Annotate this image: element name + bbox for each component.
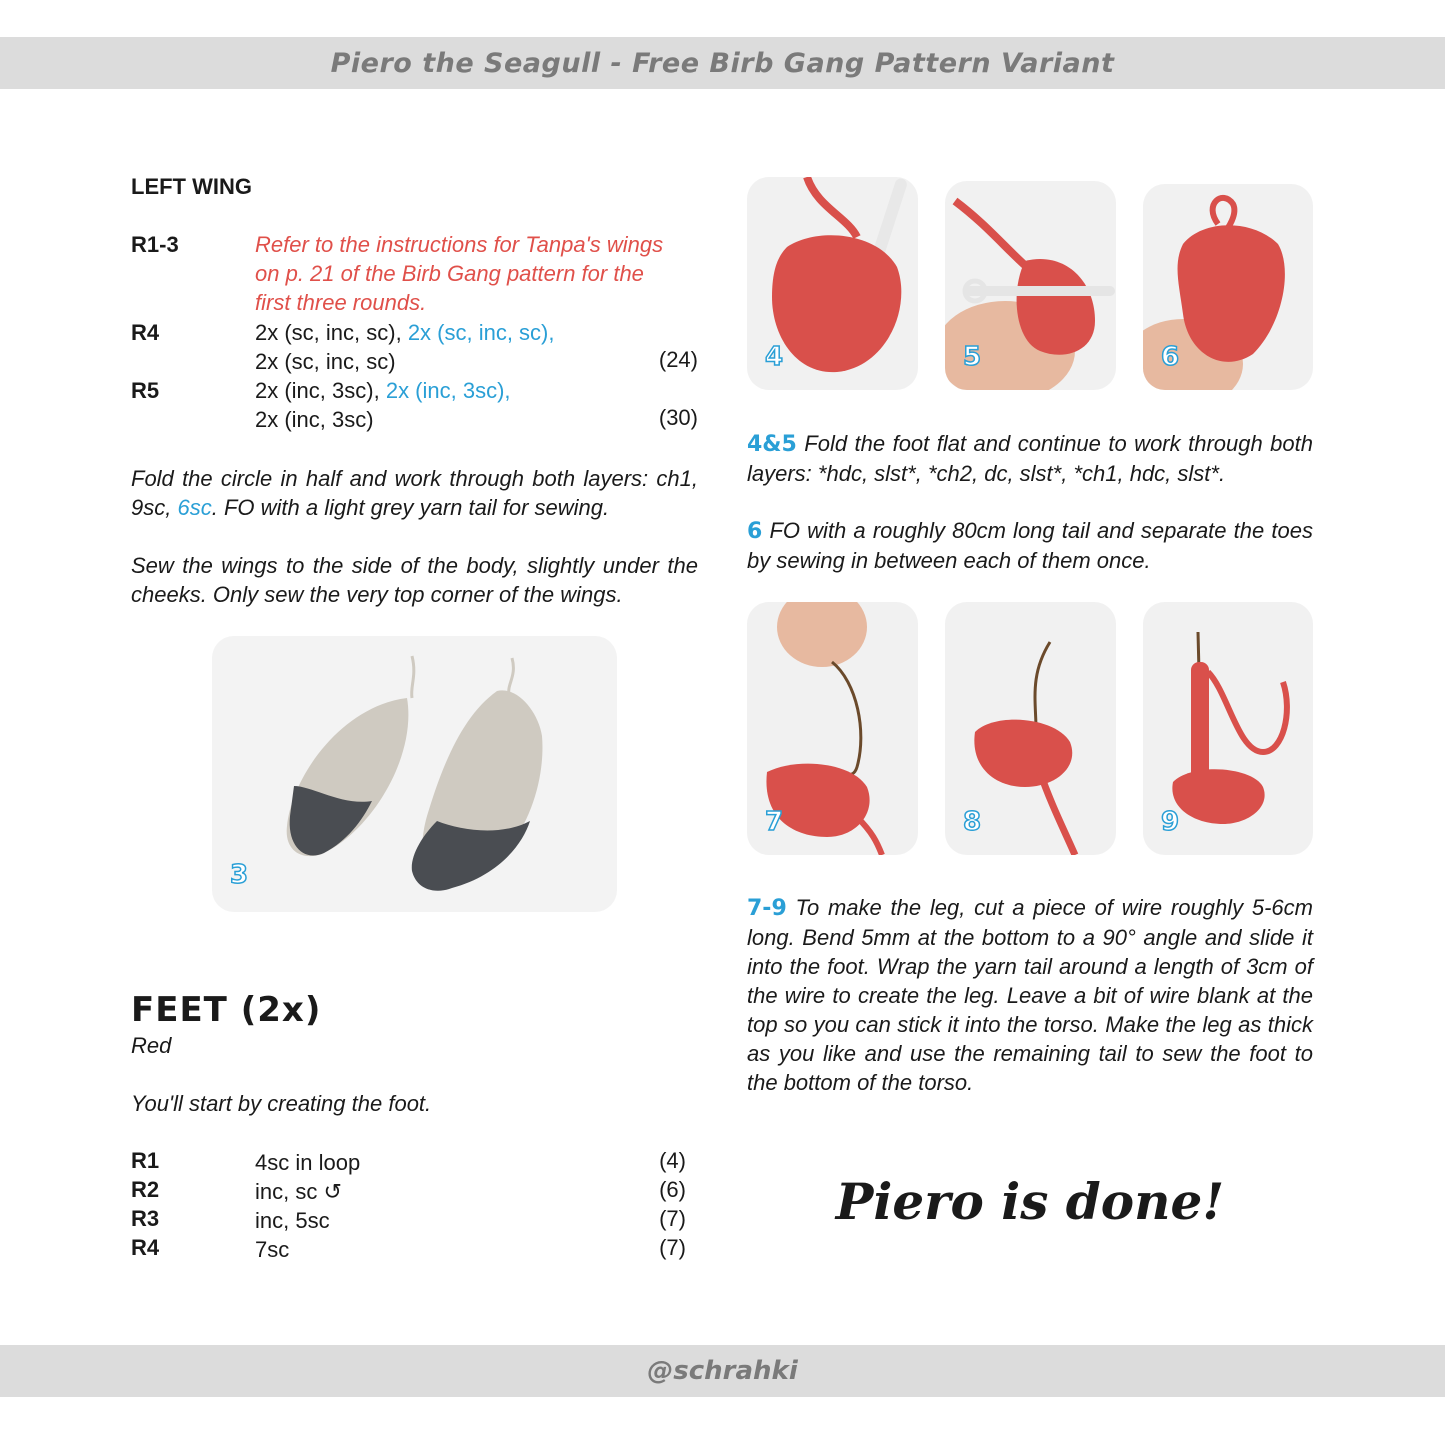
- feet-rows: [131, 1148, 686, 1264]
- step-photo-5: [945, 181, 1116, 390]
- feet-row: [131, 1177, 686, 1206]
- done-heading: Piero is done!: [835, 1172, 1225, 1231]
- feet-row-label: R4: [131, 1235, 160, 1260]
- wings-photo: [212, 636, 617, 912]
- step-6-number: 6: [747, 519, 763, 544]
- feet-color: Red: [131, 1033, 172, 1058]
- photo-step-number: 4: [765, 342, 784, 372]
- photo-step-number: 9: [1161, 807, 1180, 837]
- feet-row: [131, 1206, 686, 1235]
- step-photo-7: [747, 602, 918, 855]
- photo-step-number: 5: [963, 342, 982, 372]
- step-7-9-description: To make the leg, cut a piece of wire roughly 5-6cm long. Bend 5mm at the bottom to a 90° angle and slide it into the foot. Wrap the yarn tail around a length of 3cm of the wire to create the leg. Leave a bit of wire blank at the top so you can stick it into the torso. Make the leg as thick as you like and use the remaining tail to sew the foot to the bottom of the torso.: [747, 895, 1313, 1095]
- step-6-text: [747, 516, 1313, 575]
- fold-text-2: . FO with a light grey yarn tail for sewing.: [211, 495, 610, 520]
- feet-row-text: inc, sc ↺: [255, 1179, 342, 1204]
- step-4-5-text: [747, 429, 1313, 488]
- row-label-r5: R5: [131, 378, 160, 403]
- sew-instructions: Sew the wings to the side of the body, slightly under the cheeks. Only sew the very top corner of the wings.: [131, 553, 698, 607]
- r1-3-line2: on p. 21 of the Birb Gang pattern for the: [255, 261, 644, 286]
- r5-part-a: 2x (inc, 3sc),: [255, 378, 380, 403]
- r5-part-c: 2x (inc, 3sc): [255, 407, 374, 432]
- header-title: Piero the Seagull - Free Birb Gang Pattern Variant: [330, 47, 1115, 79]
- step-6-description: FO with a roughly 80cm long tail and separate the toes by sewing in between each of them once.: [747, 518, 1313, 573]
- row-count-r5: (30): [658, 405, 698, 430]
- feet-title: FEET (2x): [131, 990, 322, 1030]
- r1-3-line1: Refer to the instructions for Tanpa's wings: [255, 232, 664, 257]
- step-photo-8: [945, 602, 1116, 855]
- photo-step-number: 7: [765, 807, 784, 837]
- feet-row-count: (7): [659, 1235, 686, 1260]
- step-4-5-number: 4&5: [747, 432, 797, 457]
- feet-intro: You'll start by creating the foot.: [131, 1091, 432, 1116]
- feet-row-count: (6): [659, 1177, 686, 1202]
- left-wing-title: LEFT WING: [131, 174, 252, 199]
- r4-part-a: 2x (sc, inc, sc),: [255, 320, 402, 345]
- wings-illustration: [212, 636, 617, 912]
- row-text-r5: [255, 376, 511, 434]
- feet-row-count: (7): [659, 1206, 686, 1231]
- step-photo-9: [1143, 602, 1313, 855]
- r1-3-line3: first three rounds.: [255, 290, 427, 315]
- fold-instructions: [131, 464, 698, 522]
- fold-blue-text: 6sc: [177, 495, 212, 520]
- photo-step-number: 6: [1161, 342, 1180, 372]
- step-photo-6: [1143, 184, 1313, 390]
- feet-row: [131, 1148, 686, 1177]
- r4-part-c: 2x (sc, inc, sc): [255, 349, 396, 374]
- step-7-9-text: [747, 893, 1313, 1097]
- footer-handle: @schrahki: [647, 1356, 798, 1386]
- step-7-9-number: 7-9: [747, 896, 787, 921]
- page-header: [0, 37, 1445, 89]
- feet-row: [131, 1235, 686, 1264]
- photo-step-number: 3: [230, 860, 249, 890]
- photo-step-number: 8: [963, 807, 982, 837]
- row-label-r4: R4: [131, 320, 160, 345]
- fold-text-1: Fold the circle in half and work through both layers: ch1, 9sc,: [131, 466, 698, 520]
- step-4-5-description: Fold the foot flat and continue to work through both layers: *hdc, slst*, *ch2, dc, slst*, *ch1, hdc, slst*.: [747, 431, 1313, 486]
- row-text-r4: [255, 318, 555, 376]
- r4-part-b: 2x (sc, inc, sc),: [407, 320, 555, 345]
- row-label-r1-3: R1-3: [131, 232, 179, 257]
- feet-row-text: 4sc in loop: [255, 1150, 361, 1175]
- row-text-r1-3: [255, 230, 705, 317]
- feet-row-text: inc, 5sc: [255, 1208, 330, 1233]
- row-count-r4: (24): [658, 347, 698, 372]
- feet-row-count: (4): [659, 1148, 686, 1173]
- feet-row-label: R1: [131, 1148, 160, 1173]
- page-footer: [0, 1345, 1445, 1397]
- r5-part-b: 2x (inc, 3sc),: [385, 378, 511, 403]
- feet-row-label: R3: [131, 1206, 160, 1231]
- step-photo-4: [747, 177, 918, 390]
- feet-row-text: 7sc: [255, 1237, 290, 1262]
- feet-row-label: R2: [131, 1177, 160, 1202]
